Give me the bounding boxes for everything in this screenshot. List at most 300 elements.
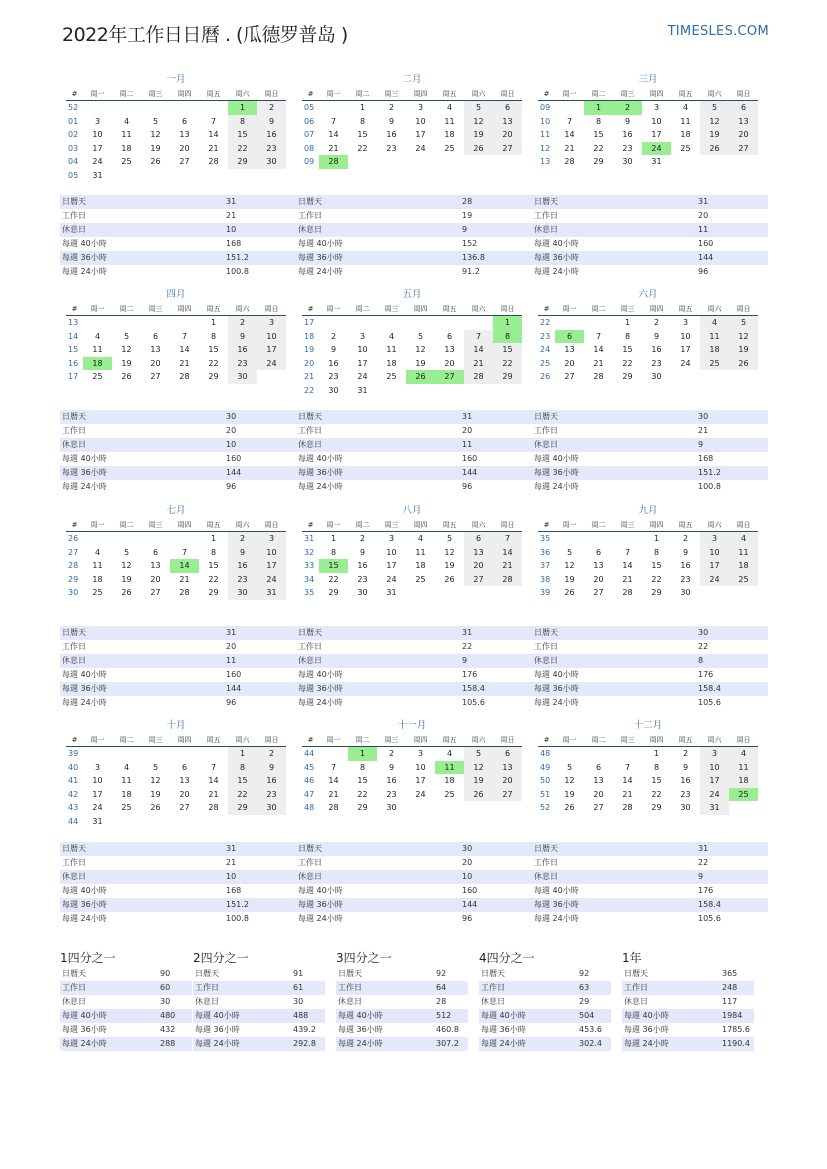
day-cell: 12 xyxy=(464,115,493,129)
stat-value: 29 xyxy=(579,997,590,1006)
week-number-header: # xyxy=(302,518,319,532)
day-cell: 17 xyxy=(257,559,286,573)
day-cell xyxy=(435,801,464,815)
day-cell: 13 xyxy=(150,345,161,355)
brand-link[interactable]: TIMESLES.COM xyxy=(667,24,769,39)
stat-label: 每週 40小時 xyxy=(481,1011,526,1020)
day-cell: 27 xyxy=(593,803,604,813)
day-cell xyxy=(406,586,435,600)
day-cell: 29 xyxy=(228,801,257,815)
day-cell: 2 xyxy=(388,749,395,759)
stat-label: 工作日 xyxy=(62,211,86,220)
calendar-grid xyxy=(66,302,286,384)
day-cell: 23 xyxy=(228,573,257,587)
month-name: 二月 xyxy=(402,74,422,85)
stat-label: 休息日 xyxy=(481,997,505,1006)
weekday-header: 周二 xyxy=(348,733,377,747)
stat-value: 307.2 xyxy=(436,1039,459,1048)
stat-row xyxy=(60,870,296,884)
day-cell: 7 xyxy=(624,547,631,557)
week-row xyxy=(302,343,522,357)
day-cell: 26 xyxy=(121,588,132,598)
day-cell xyxy=(199,169,228,183)
day-cell: 26 xyxy=(564,803,575,813)
week-number: 10 xyxy=(540,116,551,126)
quarter-title: 1四分之一 xyxy=(60,951,116,965)
stat-value: 30 xyxy=(462,844,473,853)
weekday-header: 周日 xyxy=(729,302,758,316)
stat-label: 休息日 xyxy=(195,997,219,1006)
weekday-header: 周五 xyxy=(199,87,228,101)
stat-value: 176 xyxy=(698,670,714,679)
day-cell xyxy=(199,747,228,761)
day-cell xyxy=(555,316,584,330)
stat-label: 每週 36小時 xyxy=(62,1025,107,1034)
week-row xyxy=(302,559,522,573)
weekday-header: 周日 xyxy=(729,518,758,532)
weekday-header: 周四 xyxy=(170,733,199,747)
stat-label: 休息日 xyxy=(62,872,86,881)
stat-row xyxy=(60,668,296,682)
day-cell: 26 xyxy=(729,357,758,371)
weekday-header: 周四 xyxy=(642,518,671,532)
day-cell: 30 xyxy=(228,586,257,600)
day-cell: 21 xyxy=(622,574,633,584)
week-number-header: # xyxy=(538,733,555,747)
week-row xyxy=(302,801,522,815)
day-cell: 22 xyxy=(651,789,662,799)
day-cell: 14 xyxy=(328,130,339,140)
day-cell: 29 xyxy=(622,372,633,382)
week-number: 37 xyxy=(540,561,551,571)
day-cell: 17 xyxy=(700,559,729,573)
week-row xyxy=(302,101,522,115)
stat-label: 每週 36小時 xyxy=(195,1025,240,1034)
day-cell: 25 xyxy=(92,588,103,598)
week-row xyxy=(538,559,758,573)
day-cell: 5 xyxy=(152,116,159,126)
day-cell: 15 xyxy=(208,561,219,571)
week-row xyxy=(302,788,522,802)
day-cell: 31 xyxy=(386,588,397,598)
stat-row xyxy=(336,1009,468,1023)
day-cell: 7 xyxy=(493,532,522,546)
day-cell: 8 xyxy=(493,330,522,344)
month-name: 十一月 xyxy=(397,720,427,731)
day-cell: 5 xyxy=(123,331,130,341)
stat-label: 每週 36小時 xyxy=(298,900,343,909)
week-number: 40 xyxy=(68,762,79,772)
weekday-header: 周一 xyxy=(319,302,348,316)
stat-label: 日曆天 xyxy=(534,844,558,853)
stat-row xyxy=(60,1009,192,1023)
stat-label: 每週 40小時 xyxy=(534,454,579,463)
stat-label: 日曆天 xyxy=(62,628,86,637)
week-row xyxy=(66,357,286,371)
week-row xyxy=(66,155,286,169)
stat-label: 每週 40小時 xyxy=(298,239,343,248)
weekday-header: 周四 xyxy=(642,302,671,316)
week-number: 23 xyxy=(540,331,551,341)
stat-value: 30 xyxy=(698,628,709,637)
day-cell: 6 xyxy=(555,330,584,344)
week-number: 12 xyxy=(540,143,551,153)
day-cell: 29 xyxy=(328,588,339,598)
day-cell: 15 xyxy=(319,559,348,573)
day-cell: 23 xyxy=(328,372,339,382)
month-calendar xyxy=(538,73,758,169)
day-cell: 14 xyxy=(328,776,339,786)
day-cell: 22 xyxy=(593,143,604,153)
weekday-header: 周五 xyxy=(671,733,700,747)
week-row xyxy=(538,774,758,788)
week-row xyxy=(302,357,522,371)
day-cell: 2 xyxy=(682,749,689,759)
stat-label: 每週 40小時 xyxy=(534,886,579,895)
day-cell: 22 xyxy=(493,357,522,371)
weekday-header: 周五 xyxy=(199,518,228,532)
day-cell: 18 xyxy=(444,776,455,786)
stat-value: 488 xyxy=(293,1011,309,1020)
day-cell: 16 xyxy=(328,358,339,368)
stat-value: 1190.4 xyxy=(722,1039,750,1048)
day-cell: 10 xyxy=(257,546,286,560)
day-cell: 11 xyxy=(415,547,426,557)
stat-value: 504 xyxy=(579,1011,595,1020)
day-cell: 11 xyxy=(729,761,758,775)
week-number: 33 xyxy=(304,561,315,571)
stat-label: 日曆天 xyxy=(534,628,558,637)
day-cell: 9 xyxy=(257,115,286,129)
day-cell: 23 xyxy=(257,142,286,156)
stat-value: 22 xyxy=(698,642,709,651)
stat-label: 每週 40小時 xyxy=(62,1011,107,1020)
day-cell: 29 xyxy=(651,588,662,598)
day-cell: 27 xyxy=(435,370,464,384)
stat-label: 每週 36小時 xyxy=(338,1025,383,1034)
stat-row xyxy=(296,251,532,265)
stat-label: 每週 36小時 xyxy=(534,253,579,262)
day-cell xyxy=(112,101,141,115)
day-cell xyxy=(170,747,199,761)
day-cell: 9 xyxy=(682,547,689,557)
week-row xyxy=(538,101,758,115)
stat-label: 工作日 xyxy=(298,642,322,651)
day-cell xyxy=(729,155,758,169)
week-row xyxy=(538,370,758,384)
day-cell xyxy=(257,169,286,183)
weekday-header: 周六 xyxy=(700,733,729,747)
day-cell: 11 xyxy=(121,130,132,140)
weekday-header: 周六 xyxy=(700,518,729,532)
day-cell: 18 xyxy=(729,559,758,573)
week-number-header: # xyxy=(66,302,83,316)
stat-label: 工作日 xyxy=(195,983,219,992)
stat-label: 工作日 xyxy=(534,642,558,651)
stat-value: 144 xyxy=(226,684,242,693)
stat-row xyxy=(532,842,768,856)
day-cell: 10 xyxy=(700,546,729,560)
day-cell: 11 xyxy=(700,330,729,344)
week-number: 08 xyxy=(304,143,315,153)
stat-value: 248 xyxy=(722,983,738,992)
day-cell: 25 xyxy=(121,803,132,813)
day-cell: 9 xyxy=(359,547,366,557)
stat-row xyxy=(60,265,296,279)
day-cell: 22 xyxy=(357,143,368,153)
week-row xyxy=(302,384,522,398)
stat-value: 480 xyxy=(160,1011,176,1020)
day-cell: 9 xyxy=(653,331,660,341)
stat-row xyxy=(60,842,296,856)
stat-label: 每週 36小時 xyxy=(298,468,343,477)
stat-label: 日曆天 xyxy=(298,844,322,853)
day-cell: 18 xyxy=(729,774,758,788)
day-cell: 20 xyxy=(593,574,604,584)
stat-row xyxy=(532,870,768,884)
day-cell xyxy=(464,155,493,169)
weekday-header: 周六 xyxy=(228,302,257,316)
day-cell xyxy=(613,532,642,546)
stat-row xyxy=(193,1009,325,1023)
day-cell: 25 xyxy=(444,789,455,799)
stat-row xyxy=(296,480,532,494)
weekday-header: 周五 xyxy=(435,302,464,316)
day-cell: 12 xyxy=(700,115,729,129)
stat-label: 日曆天 xyxy=(62,969,86,978)
stat-label: 日曆天 xyxy=(298,412,322,421)
week-number: 45 xyxy=(304,762,315,772)
day-cell xyxy=(584,532,613,546)
day-cell: 26 xyxy=(464,142,493,156)
day-cell: 30 xyxy=(257,155,286,169)
stat-value: 512 xyxy=(436,1011,452,1020)
day-cell: 12 xyxy=(564,561,575,571)
stat-row xyxy=(60,626,296,640)
week-row xyxy=(302,586,522,600)
week-row xyxy=(302,115,522,129)
day-cell: 17 xyxy=(357,358,368,368)
day-cell: 23 xyxy=(680,789,691,799)
stat-value: 11 xyxy=(462,440,473,449)
day-cell: 7 xyxy=(210,762,217,772)
week-row xyxy=(538,155,758,169)
day-cell xyxy=(584,747,613,761)
day-cell: 20 xyxy=(593,789,604,799)
stat-value: 151.2 xyxy=(226,253,249,262)
stat-row xyxy=(532,251,768,265)
week-number: 05 xyxy=(304,103,315,113)
day-cell: 11 xyxy=(435,761,464,775)
day-cell: 6 xyxy=(181,116,188,126)
day-cell: 6 xyxy=(152,331,159,341)
stat-row xyxy=(296,912,532,926)
weekday-header: 周一 xyxy=(83,733,112,747)
weekday-header: 周六 xyxy=(464,87,493,101)
day-cell: 25 xyxy=(121,157,132,167)
week-row xyxy=(538,128,758,142)
stat-row xyxy=(60,682,296,696)
day-cell: 20 xyxy=(564,358,575,368)
day-cell xyxy=(170,316,199,330)
week-number: 42 xyxy=(68,789,79,799)
stat-value: 160 xyxy=(226,454,242,463)
stat-value: 30 xyxy=(698,412,709,421)
day-cell: 19 xyxy=(415,358,426,368)
stat-label: 工作日 xyxy=(298,211,322,220)
day-cell: 30 xyxy=(622,157,633,167)
day-cell: 21 xyxy=(493,559,522,573)
quarter-summary xyxy=(193,950,325,1051)
stat-label: 工作日 xyxy=(534,858,558,867)
stat-value: 9 xyxy=(698,872,704,881)
day-cell: 18 xyxy=(700,343,729,357)
day-cell: 30 xyxy=(651,372,662,382)
day-cell: 2 xyxy=(330,331,337,341)
day-cell: 18 xyxy=(121,789,132,799)
day-cell xyxy=(729,801,758,815)
month-name: 一月 xyxy=(166,74,186,85)
month-name: 十月 xyxy=(166,720,186,731)
month-calendar xyxy=(538,504,758,600)
day-cell: 15 xyxy=(228,128,257,142)
day-cell: 1 xyxy=(210,318,217,328)
weekday-header: 周六 xyxy=(700,87,729,101)
week-row xyxy=(66,774,286,788)
stat-row xyxy=(532,209,768,223)
day-cell: 21 xyxy=(179,358,190,368)
stat-row xyxy=(60,466,296,480)
stat-row xyxy=(296,237,532,251)
stat-label: 工作日 xyxy=(624,983,648,992)
stat-row xyxy=(60,237,296,251)
day-cell: 10 xyxy=(357,345,368,355)
stat-row xyxy=(60,981,192,995)
day-cell: 25 xyxy=(729,788,758,802)
day-cell: 3 xyxy=(257,316,286,330)
day-cell: 24 xyxy=(415,143,426,153)
day-cell xyxy=(493,155,522,169)
week-number: 28 xyxy=(68,561,79,571)
week-row xyxy=(302,128,522,142)
day-cell: 26 xyxy=(150,803,161,813)
stat-value: 31 xyxy=(698,197,709,206)
stat-value: 288 xyxy=(160,1039,176,1048)
day-cell: 15 xyxy=(651,561,662,571)
week-number-header: # xyxy=(302,302,319,316)
day-cell: 3 xyxy=(94,116,101,126)
month-name: 九月 xyxy=(638,505,658,516)
month-calendar xyxy=(66,73,286,182)
week-row xyxy=(66,101,286,115)
day-cell: 29 xyxy=(493,370,522,384)
day-cell: 7 xyxy=(210,116,217,126)
day-cell: 30 xyxy=(328,385,339,395)
stat-label: 每週 24小時 xyxy=(534,914,579,923)
week-row xyxy=(302,573,522,587)
stat-value: 30 xyxy=(160,997,171,1006)
day-cell: 25 xyxy=(680,143,691,153)
day-cell: 16 xyxy=(357,561,368,571)
day-cell: 27 xyxy=(150,372,161,382)
day-cell: 18 xyxy=(444,130,455,140)
month-name: 五月 xyxy=(402,289,422,300)
stat-row xyxy=(60,967,192,981)
stat-value: 160 xyxy=(462,454,478,463)
day-cell: 9 xyxy=(257,761,286,775)
stat-label: 每週 36小時 xyxy=(62,900,107,909)
day-cell: 12 xyxy=(150,776,161,786)
month-name: 六月 xyxy=(638,289,658,300)
day-cell: 30 xyxy=(257,801,286,815)
week-number: 17 xyxy=(304,318,315,328)
week-row xyxy=(538,115,758,129)
day-cell xyxy=(555,532,584,546)
stat-row xyxy=(296,438,532,452)
weekday-header: 周三 xyxy=(141,87,170,101)
weekday-header: 周一 xyxy=(83,302,112,316)
day-cell: 23 xyxy=(386,143,397,153)
stat-row xyxy=(296,884,532,898)
day-cell: 6 xyxy=(595,547,602,557)
day-cell: 31 xyxy=(651,157,662,167)
day-cell: 28 xyxy=(464,370,493,384)
stat-value: 432 xyxy=(160,1025,176,1034)
day-cell xyxy=(406,316,435,330)
stat-row xyxy=(296,223,532,237)
weekday-header: 周五 xyxy=(199,733,228,747)
weekday-header: 周三 xyxy=(613,87,642,101)
day-cell: 29 xyxy=(357,803,368,813)
week-number-header: # xyxy=(302,733,319,747)
day-cell xyxy=(464,316,493,330)
stat-label: 每週 36小時 xyxy=(534,468,579,477)
stat-value: 20 xyxy=(226,642,237,651)
stat-row xyxy=(193,967,325,981)
day-cell xyxy=(493,801,522,815)
day-cell: 4 xyxy=(682,103,689,113)
day-cell: 9 xyxy=(388,762,395,772)
week-number: 11 xyxy=(540,130,551,140)
stat-value: 1785.6 xyxy=(722,1025,750,1034)
day-cell: 2 xyxy=(613,101,642,115)
week-number: 22 xyxy=(540,318,551,328)
calendar-grid xyxy=(66,87,286,182)
week-number: 36 xyxy=(540,547,551,557)
weekday-header: 周三 xyxy=(141,733,170,747)
week-row xyxy=(538,546,758,560)
day-cell: 5 xyxy=(446,534,453,544)
calendar-grid xyxy=(302,87,522,169)
weekday-header: 周六 xyxy=(228,518,257,532)
stat-value: 439.2 xyxy=(293,1025,316,1034)
stat-value: 22 xyxy=(698,858,709,867)
stat-row xyxy=(60,912,296,926)
day-cell: 12 xyxy=(464,761,493,775)
calendar-grid xyxy=(66,518,286,600)
day-cell: 19 xyxy=(150,143,161,153)
day-cell: 17 xyxy=(680,345,691,355)
weekday-header: 周二 xyxy=(584,733,613,747)
day-cell xyxy=(493,384,522,398)
day-cell xyxy=(613,747,642,761)
stat-label: 日曆天 xyxy=(338,969,362,978)
week-row xyxy=(302,761,522,775)
stat-row xyxy=(532,424,768,438)
weekday-header: 周五 xyxy=(671,518,700,532)
stat-row xyxy=(296,424,532,438)
day-cell: 9 xyxy=(388,116,395,126)
